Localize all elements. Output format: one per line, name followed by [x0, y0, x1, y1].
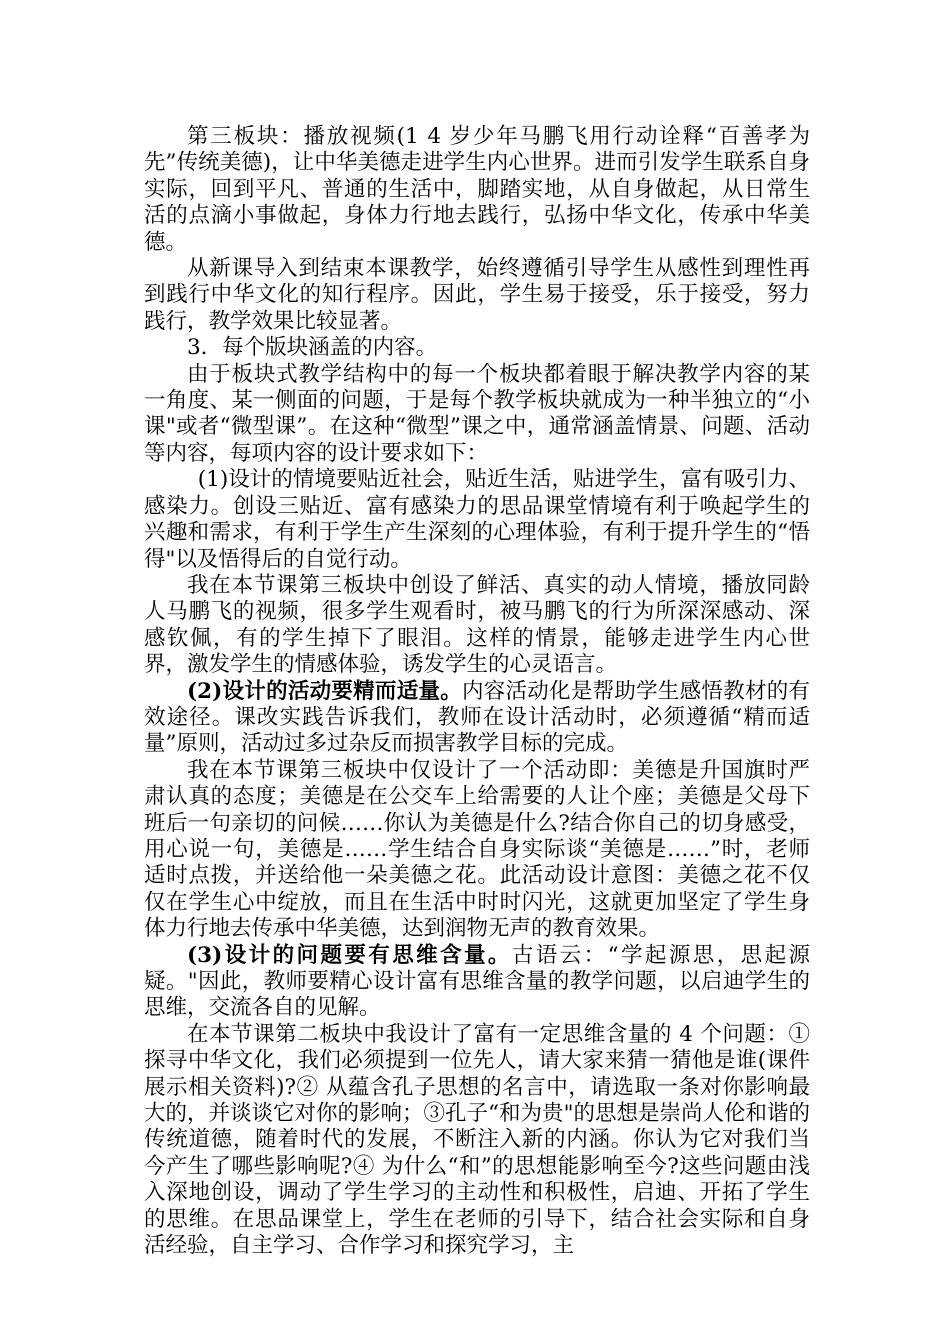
- paragraph-situation-example: 我在本节课第三板块中创设了鲜活、真实的动人情境，播放同龄人马鹏飞的视频，很多学生观看时，被马鹏飞的行为所深深感动、深感钦佩，有的学生掉下了眼泪。这样的情景，能够走进学生内心世界，激发学生的情感体验，诱发学生的心灵语言。: [144, 572, 810, 678]
- activity-design-text: 内容活动化是帮助学生感悟教材的有效途径。课改实践告诉我们，教师在设计活动时，必须遵循“精而适量”原则，活动过多过杂反而损害教学目标的完成。: [144, 678, 810, 757]
- paragraph-question-example: 在本节课第二板块中我设计了富有一定思维含量的 4 个问题：①探寻中华文化，我们必须提到一位先人，请大家来猜一猜他是谁(课件展示相关资料)?② 从蕴含孔子思想的名言中，请选取一条对你影响最大的，并谈谈它对你的影响；③孔子“和为贵"的思想是崇尚人伦和谐的传统道德，随着时代的发展，不断注入新的内涵。你认为它对我们当今产生了哪些影响呢?④ 为什么“和”的思想能影响至今?这些问题由浅入深地创设，调动了学生学习的主动性和积极性，启迪、开拓了学生的思维。在思品课堂上，学生在老师的引导下，结合社会实际和自身活经验，自主学习、合作学习和探究学习，主: [144, 1021, 810, 1259]
- paragraph-question-design: [144, 943, 810, 1022]
- document-page: [144, 124, 810, 1259]
- paragraph-section-3-heading: 3．每个版块涵盖的内容。: [187, 335, 438, 361]
- question-design-heading: (3)设计的问题要有思维含量。: [187, 942, 512, 968]
- paragraph-activity-design: [144, 679, 810, 758]
- paragraph-third-block: 第三板块：播放视频(1 4 岁少年马鹏飞用行动诠释“百善孝为先”传统美德)，让中华美德走进学生内心世界。进而引发学生联系自身实际，回到平凡、普通的生活中，脚踏实地，从自身做起，从日常生活的点滴小事做起，身体力行地去践行，弘扬中华文化，传承中华美德。: [144, 124, 810, 255]
- activity-design-heading: (2)设计的活动要精而适量。: [187, 678, 462, 704]
- paragraph-teaching-process: 从新课导入到结束本课教学，始终遵循引导学生从感性到理性再到践行中华文化的知行程序。因此，学生易于接受，乐于接受，努力践行，教学效果比较显著。: [144, 256, 810, 334]
- paragraph-situation-design: (1)设计的情境要贴近社会，贴近生活，贴进学生，富有吸引力、感染力。创设三贴近、富有感染力的思品课堂情境有利于唤起学生的兴趣和需求，有利于学生产生深刻的心理体验，有利于提升学生的“悟得"以及悟得后的自觉行动。: [144, 467, 810, 572]
- question-design-text: 古语云：“学起源思，思起源疑。"因此，教师要精心设计富有思维含量的教学问题，以启迪学生的思维，交流各自的见解。: [144, 942, 810, 1021]
- paragraph-activity-example: 我在本节课第三板块中仅设计了一个活动即：美德是升国旗时严肃认真的态度；美德是在公交车上给需要的人让个座；美德是父母下班后一句亲切的问候……你认为美德是什么?结合你自己的切身感受，用心说一句，美德是……学生结合自身实际谈“美德是……”时，老师适时点拨，并送给他一朵美德之花。此活动设计意图：美德之花不仅仅在学生心中绽放，而且在生活中时时闪光，这就更加坚定了学生身体力行地去传承中华美德，达到润物无声的教育效果。: [144, 757, 810, 942]
- paragraph-block-structure: 由于板块式教学结构中的每一个板块都着眼于解决教学内容的某一角度、某一侧面的问题，于是每个教学板块就成为一种半独立的“小课"或者“微型课”。在这种“微型”课之中，通常涵盖情景、问题、活动等内容，每项内容的设计要求如下：: [144, 361, 810, 466]
